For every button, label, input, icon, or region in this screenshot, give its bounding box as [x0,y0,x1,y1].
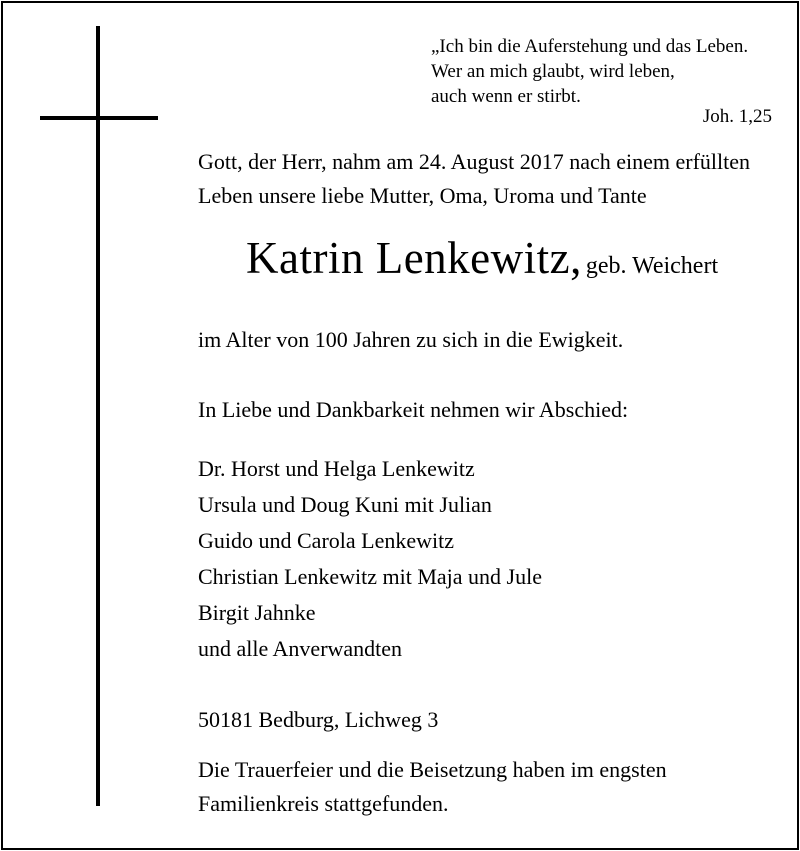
family-member: und alle Anverwandten [198,636,403,661]
quote-line: Wer an mich glaubt, wird leben, [431,61,675,82]
funeral-notice-line: Die Trauerfeier und die Beisetzung haben im engsten [198,757,667,782]
family-member: Dr. Horst und Helga Lenkewitz [198,456,475,481]
cross-icon-vertical-bar [96,26,100,806]
family-member: Birgit Jahnke [198,600,316,625]
bible-quote [431,34,791,109]
family-member: Christian Lenkewitz mit Maja und Jule [198,564,542,589]
intro-line: Leben unsere liebe Mutter, Oma, Uroma und Tante [198,183,647,208]
cross-icon-horizontal-bar [40,116,158,120]
address-text: 50181 Bedburg, Lichweg 3 [198,707,439,732]
intro-line: Gott, der Herr, nahm am 24. August 2017 nach einem erfüllten [198,149,751,174]
farewell-text: In Liebe und Dankbarkeit nehmen wir Abschied: [198,397,629,422]
quote-line: auch wenn er stirbt. [431,86,581,107]
quote-reference: Joh. 1,25 [702,106,772,127]
family-list [198,451,542,667]
deceased-name: Katrin Lenkewitz, [246,233,582,283]
intro-text [198,145,750,213]
age-text: im Alter von 100 Jahren zu sich in die Ewigkeit. [198,327,624,352]
maiden-name: geb. Weichert [585,253,719,279]
funeral-notice [198,753,667,821]
quote-line: „Ich bin die Auferstehung und das Leben. [431,36,749,57]
family-member: Guido und Carola Lenkewitz [198,528,454,553]
family-member: Ursula und Doug Kuni mit Julian [198,492,492,517]
deceased-name-line [246,230,718,297]
funeral-notice-line: Familienkreis stattgefunden. [198,791,449,816]
